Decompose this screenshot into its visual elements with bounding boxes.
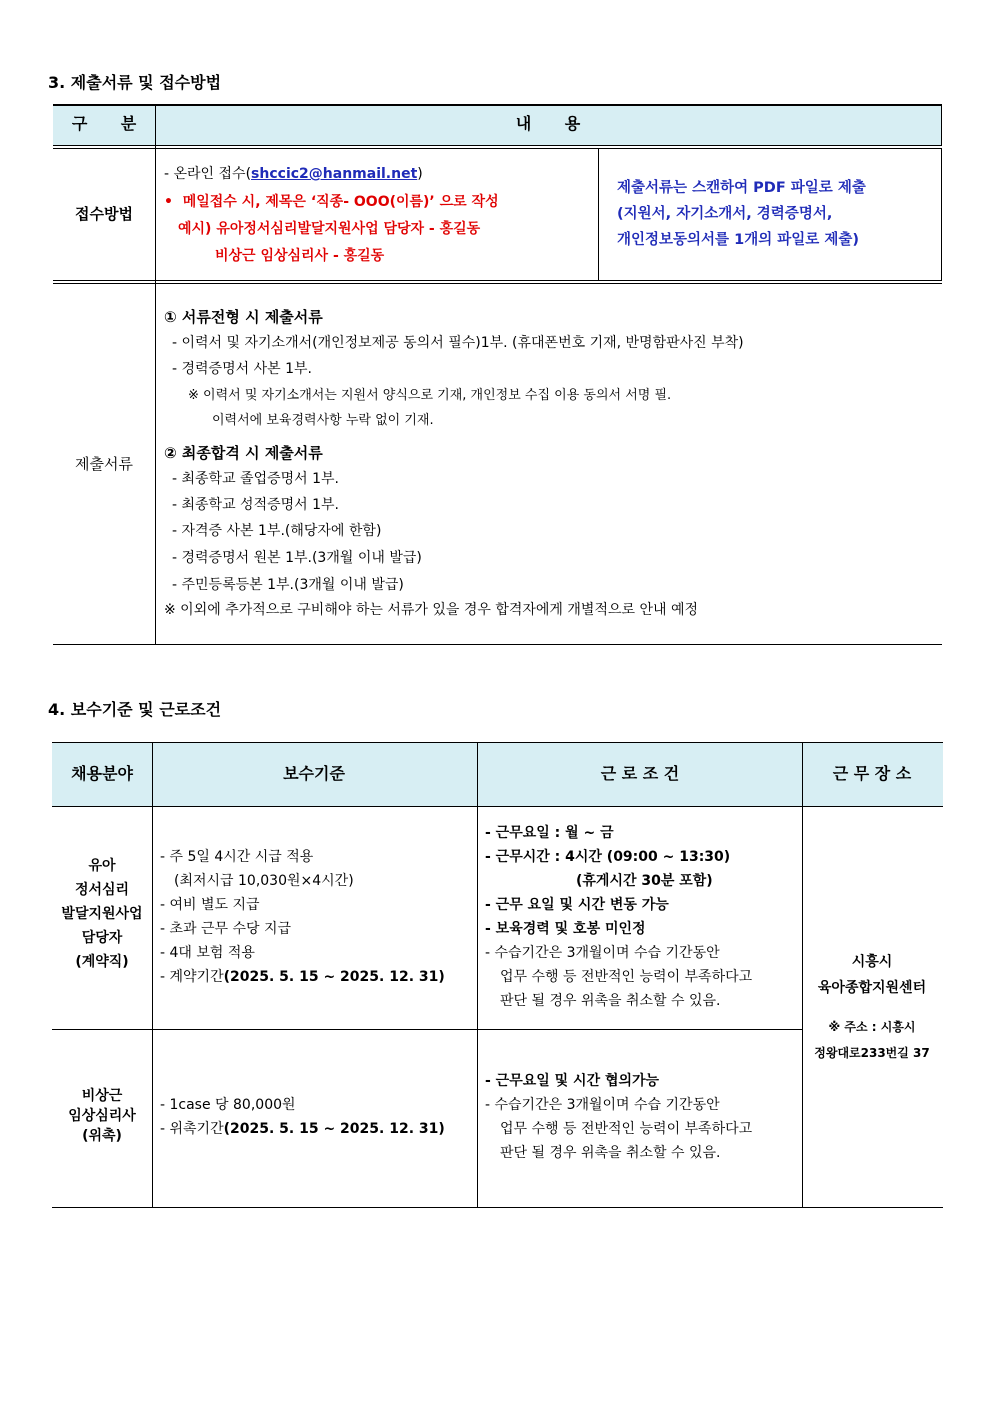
pay-table-header bbox=[52, 743, 943, 807]
header-pay: 보수기준 bbox=[283, 764, 345, 783]
online-submission: - 온라인 접수(shccic2@hanmail.net) bbox=[164, 166, 423, 182]
place-address: ※ 주소 : 시흥시 bbox=[828, 1020, 916, 1034]
header-place: 근 무 장 소 bbox=[832, 764, 912, 783]
doc-head-1: ① 서류전형 시 제출서류 bbox=[164, 308, 323, 326]
submission-table-header bbox=[53, 105, 942, 145]
pdf-note-1: 제출서류는 스캔하여 PDF 파일로 제출 bbox=[617, 180, 866, 196]
place-address: 정왕대로233번길 37 bbox=[814, 1046, 930, 1060]
doc-item: - 자격증 사본 1부.(해당자에 한함) bbox=[172, 523, 382, 539]
condition-item: - 근무시간 : 4시간 (09:00 ~ 13:30) bbox=[485, 849, 731, 865]
doc-head-2: ② 최종합격 시 제출서류 bbox=[164, 444, 323, 462]
contract-period: - 계약기간(2025. 5. 15 ~ 2025. 12. 31) bbox=[160, 969, 445, 985]
contract-period: - 위촉기간(2025. 5. 15 ~ 2025. 12. 31) bbox=[160, 1121, 445, 1137]
condition-item: (휴게시간 30분 포함) bbox=[576, 873, 713, 889]
example-line-1: 예시) 유아정서심리발달지원사업 담당자 - 홍길동 bbox=[178, 221, 481, 237]
row-label-method: 접수방법 bbox=[75, 205, 133, 223]
header-conditions: 근 로 조 건 bbox=[600, 764, 680, 783]
doc-note: 이력서에 보육경력사항 누락 없이 기재. bbox=[212, 413, 434, 428]
condition-item: 판단 될 경우 위촉을 취소할 수 있음. bbox=[500, 1145, 721, 1161]
condition-item: - 수습기간은 3개월이며 수습 기간동안 bbox=[485, 1097, 720, 1113]
pay-item: - 4대 보험 적용 bbox=[160, 945, 255, 961]
doc-item: - 이력서 및 자기소개서(개인정보제공 동의서 필수)1부. (휴대폰번호 기재, 반명함판사진 부착) bbox=[172, 335, 744, 351]
condition-item: 업무 수행 등 전반적인 능력이 부족하다고 bbox=[500, 1121, 753, 1137]
example-line-2: 비상근 임상심리사 - 홍길동 bbox=[215, 248, 385, 264]
condition-item: - 보육경력 및 호봉 미인정 bbox=[485, 921, 646, 937]
mail-subject-note: • 메일접수 시, 제목은 ‘직종- OOO(이름)’ 으로 작성 bbox=[164, 194, 499, 210]
pay-item: (최저시급 10,030원×4시간) bbox=[174, 873, 354, 889]
doc-final-note: ※ 이외에 추가적으로 구비해야 하는 서류가 있을 경우 합격자에게 개별적으로 안내 예정 bbox=[164, 602, 699, 618]
pdf-note-3: 개인정보동의서를 1개의 파일로 제출) bbox=[617, 232, 859, 248]
section4-heading: 4. 보수기준 및 근로조건 bbox=[48, 700, 222, 719]
pay-item: - 1case 당 80,000원 bbox=[160, 1097, 296, 1113]
pay-item: - 초과 근무 수당 지급 bbox=[160, 921, 292, 937]
condition-item: - 근무요일 : 월 ~ 금 bbox=[485, 825, 614, 841]
header-category: 구 분 bbox=[71, 114, 137, 133]
condition-item: - 근무요일 및 시간 협의가능 bbox=[485, 1073, 660, 1089]
doc-item: - 최종학교 졸업증명서 1부. bbox=[172, 471, 339, 487]
row-label-documents: 제출서류 bbox=[75, 455, 133, 473]
doc-item: - 경력증명서 사본 1부. bbox=[172, 361, 312, 377]
doc-item: - 경력증명서 원본 1부.(3개월 이내 발급) bbox=[172, 550, 422, 566]
pdf-note-2: (지원서, 자기소개서, 경력증명서, bbox=[617, 206, 833, 222]
doc-note: ※ 이력서 및 자기소개서는 지원서 양식으로 기재, 개인정보 수집 이용 동의서 서명 필. bbox=[188, 388, 672, 403]
pay-item: - 주 5일 4시간 시급 적용 bbox=[160, 849, 314, 865]
doc-item: - 최종학교 성적증명서 1부. bbox=[172, 497, 339, 513]
section3-heading: 3. 제출서류 및 접수방법 bbox=[48, 73, 222, 92]
pay-item: - 여비 별도 지급 bbox=[160, 897, 260, 913]
header-field: 채용분야 bbox=[71, 764, 133, 783]
place-name: 시흥시 bbox=[851, 954, 893, 970]
header-content: 내 용 bbox=[515, 114, 581, 133]
email-link[interactable]: shccic2@hanmail.net bbox=[251, 166, 418, 182]
field-infant-emotional: 유아 정서심리 발달지원사업 담당자 (계약직) bbox=[61, 858, 143, 970]
doc-item: - 주민등록등본 1부.(3개월 이내 발급) bbox=[172, 577, 404, 593]
condition-item: 업무 수행 등 전반적인 능력이 부족하다고 bbox=[500, 969, 753, 985]
condition-item: 판단 될 경우 위촉을 취소할 수 있음. bbox=[500, 993, 721, 1009]
condition-item: - 수습기간은 3개월이며 수습 기간동안 bbox=[485, 945, 720, 961]
field-clinical-psychologist: 비상근 임상심리사 (위촉) bbox=[68, 1088, 136, 1144]
place-name: 육아종합지원센터 bbox=[817, 980, 927, 996]
condition-item: - 근무 요일 및 시간 변동 가능 bbox=[485, 897, 669, 913]
